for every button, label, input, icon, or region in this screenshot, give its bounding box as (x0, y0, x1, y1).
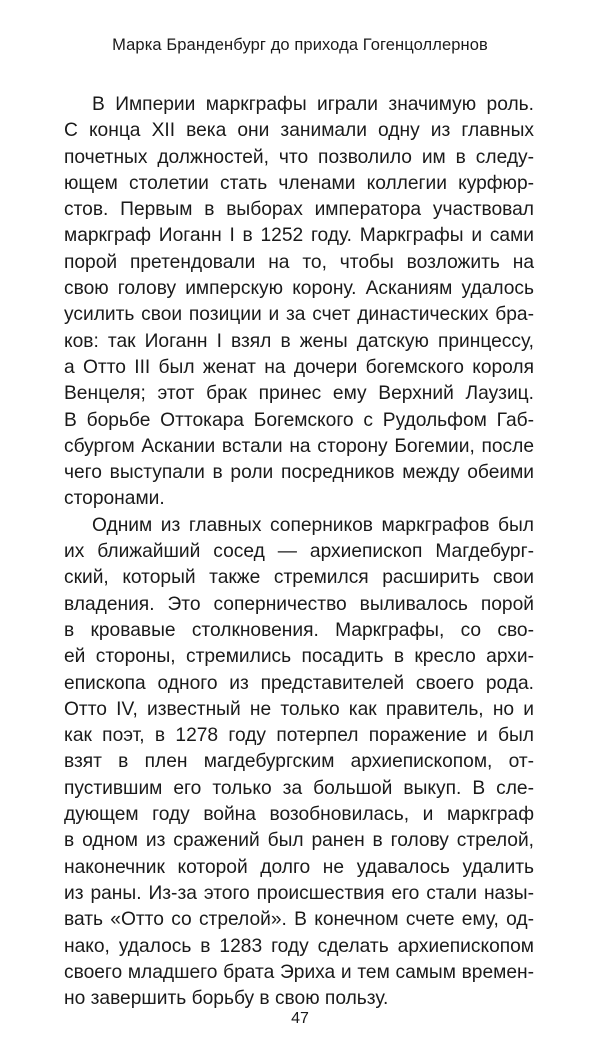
text-line: свою голову имперскую корону. Асканиям удалось (64, 278, 534, 300)
text-line: Отто IV, известный не только как правитель, но и (64, 698, 534, 720)
text-line: епископа одного из представителей своего рода. (64, 672, 534, 694)
running-header: Марка Бранденбург до прихода Гогенцоллернов (112, 36, 488, 54)
text-line: стов. Первым в выборах императора участвовал (64, 199, 534, 221)
text-line: В Империи маркграфы играли значимую роль. (92, 94, 534, 115)
text-line: ющем столетии стать членами коллегии курфюр- (64, 172, 534, 194)
text-line: наконечник которой долго не удавалось удалить (64, 856, 534, 878)
text-line: своего младшего брата Эриха и тем самым времен- (64, 961, 534, 983)
text-line: владения. Это соперничество выливалось порой (64, 593, 534, 615)
text-line: усилить свои позиции и за счет династических бра- (64, 304, 534, 326)
text-line: сбургом Аскании встали на сторону Богемии, после (64, 435, 534, 457)
text-line: Венцеля; этот брак принес ему Верхний Лаузиц. (64, 383, 534, 405)
text-line: ский, который также стремился расширить свои (64, 567, 534, 589)
text-line: в одном из сражений был ранен в голову стрелой, (64, 830, 534, 852)
text-line: а Отто III был женат на дочери богемского короля (64, 356, 534, 378)
text-line: маркграф Иоганн I в 1252 году. Маркграфы и сами (64, 225, 534, 247)
text-line: Одним из главных соперников маркграфов был (92, 514, 534, 536)
text-line: дующем году война возобновилась, и маркграф (64, 804, 534, 826)
text-line: ей стороны, стремились посадить в кресло архи- (64, 646, 534, 668)
text-line: вать «Отто со стрелой». В конечном счете ему, од- (64, 909, 534, 931)
paragraph-2 (64, 513, 534, 1013)
text-line: пустившим его только за большой выкуп. В сле- (64, 777, 534, 799)
text-line: чего выступали в роли посредников между обеими (64, 462, 534, 484)
text-line: в кровавые столкновения. Маркграфы, со сво- (64, 619, 534, 641)
text-line: но завершить борьбу в свою пользу. (64, 988, 389, 1010)
text-line: С конца XII века они занимали одну из главных (64, 120, 534, 142)
text-line: их ближайший сосед — архиепископ Магдебург- (64, 541, 534, 563)
body-text (64, 92, 534, 1012)
text-line: В борьбе Оттокара Богемского с Рудольфом Габ- (64, 409, 534, 431)
text-line: взят в плен магдебургским архиепископом, от- (64, 751, 534, 773)
text-line: из раны. Из-за этого происшествия его стали назы- (64, 882, 534, 904)
text-line: нако, удалось в 1283 году сделать архиепископом (64, 935, 534, 957)
text-line: почетных должностей, что позволило им в следу- (64, 146, 534, 168)
text-line: ков: так Иоганн I взял в жены датскую принцессу, (64, 330, 534, 352)
page-number: 47 (291, 1010, 309, 1027)
text-line: сторонами. (64, 488, 165, 510)
paragraph-1 (64, 92, 534, 513)
text-line: как поэт, в 1278 году потерпел поражение и был (64, 725, 534, 747)
text-line: порой претендовали на то, чтобы возложить на (64, 251, 534, 273)
